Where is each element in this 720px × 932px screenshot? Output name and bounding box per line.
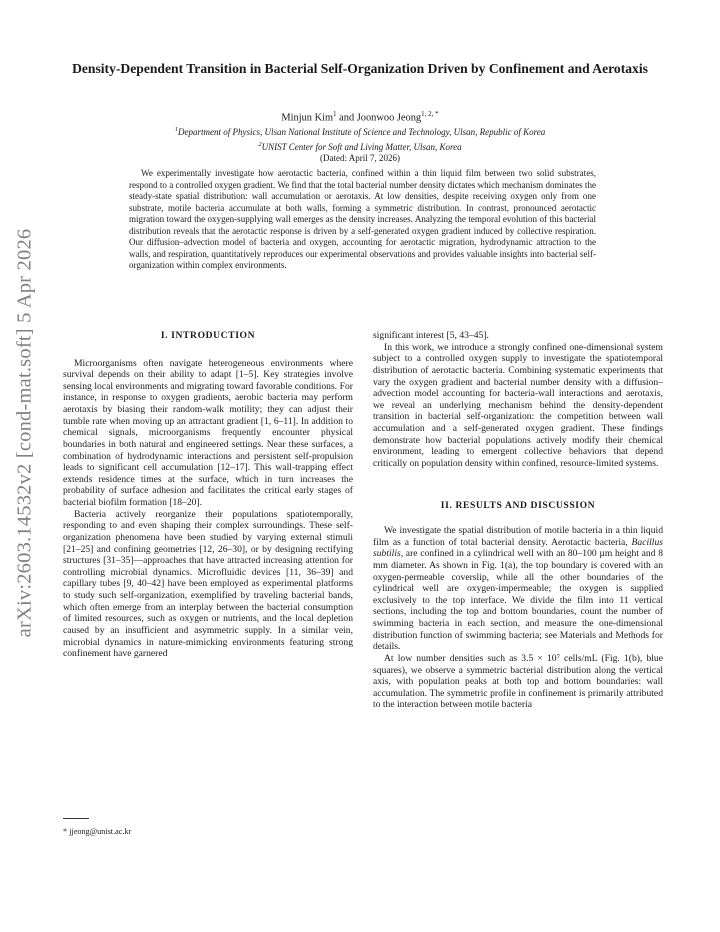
footnote-email: * jjeong@unist.ac.kr xyxy=(63,827,132,836)
affiliations xyxy=(60,124,660,165)
arxiv-identifier[interactable]: arXiv:2603.14532v2 [cond-mat.soft] 5 Apr 2026 xyxy=(13,228,36,638)
author-line xyxy=(60,108,660,124)
author-name: Joonwoo Jeong xyxy=(356,112,422,124)
species-name: Bacillus subtilis xyxy=(373,536,663,560)
author-conjunction: and xyxy=(336,112,357,124)
author-affiliation-mark: 1 xyxy=(333,110,337,118)
author-name: Minjun Kim xyxy=(281,112,334,124)
paragraph: At low number densities such as 3.5 × 10⁷ cells/mL (Fig. 1(b), blue squares), we observe a symmetric bacterial distribution along the vertical axis, with population peaks at both top and bottom boundaries: wall accumulation. The symmetric profile in confinement is primarily attributed to the interaction between motile bacteria xyxy=(373,652,663,711)
affiliation-mark: 2 xyxy=(258,140,262,148)
section-heading-introduction: I. INTRODUCTION xyxy=(160,330,256,341)
affiliation-2 xyxy=(60,139,660,154)
arxiv-sidebar xyxy=(10,0,40,932)
abstract: We experimentally investigate how aerotactic bacteria, confined within a thin liquid film between two solid substrates, respond to a controlled oxygen gradient. We find that the total bacterial number density dictates which mechanism dominates the steady-state spatial distribution: wall accumulation or aerotaxis. At low densities, despite receiving oxygen only from one substrate, motile bacteria accumulate at both walls, forming a symmetric distribution. In contrast, pronounced aerotactic migration toward the oxygen-supplying wall emerges as the density increases. Analyzing the temporal evolution of this bacterial distribution reveals that the aerotactic response is driven by a self-generated oxygen gradient induced by collective respiration. Our diffusion–advection model of bacteria and oxygen, accounting for aerotactic migration, hydrodynamic attraction to the walls, and respiration, quantitatively reproduces our experimental observations and provides valuable insights into bacterial self-organization within complex environments. xyxy=(129,168,596,270)
paragraph-continuation: significant interest [5, 43–45]. xyxy=(373,330,489,341)
affiliation-mark: 1 xyxy=(174,126,178,133)
footnote-rule xyxy=(63,818,89,819)
affiliation-text: UNIST Center for Soft and Living Matter, Ulsan, Korea xyxy=(261,141,462,152)
paragraph: In this work, we introduce a strongly confined one-dimensional system subject to a controlled oxygen supply to investigate the spatiotemporal distribution of aerotactic bacteria. Combining systematic experiments that vary the oxygen gradient and bacterial number density with a diffusion–advection model accounting for bacteria-wall interactions and aerotaxis, we reveal an underlying mechanism behind the density-dependent transition in bacterial self-organization: the competition between wall accumulation and a self-generated oxygen gradient. These findings demonstrate how bacterial populations actively modify their chemical environment, leading to emergent collective behaviors that depend critically on population density within confined, resource-limited systems. xyxy=(373,341,663,469)
paragraph: Microorganisms often navigate heterogeneous environments where survival depends on their ability to adapt [1–5]. Key strategies involve sensing local environments and migrating toward favorable conditions. For instance, in response to oxygen gradients, aerobic bacteria may perform aerotaxis by biasing their random-walk motility; they can adjust their tumble rate when moving up an attractant gradient [1, 6–11]. In addition to chemical signals, microorganisms frequently encounter physical boundaries in both natural and engineered settings. Near these surfaces, a combination of hydrodynamic interactions and persistent self-propulsion leads to significant cell accumulation [12–17]. This wall-trapping effect extends residence times at the surface, which in turn increases the probability of surface adhesion and facilitates the critical early stages of bacterial biofilm formation [18–20]. xyxy=(63,357,353,509)
left-column xyxy=(63,330,353,660)
section-heading-results: II. RESULTS AND DISCUSSION xyxy=(440,499,596,511)
paragraph xyxy=(373,525,663,653)
text-run: We investigate the spatial distribution of motile bacteria in a thin liquid film as a function of total bacterial density. Aerotactic bacteria, xyxy=(373,525,663,548)
paper-title: Density-Dependent Transition in Bacterial Self-Organization Driven by Confinement and Aerotaxis xyxy=(72,61,648,76)
paragraph: Bacteria actively reorganize their populations spatiotemporally, responding to and even shaping their complex surroundings. These self-organization phenomena have been studied by varying external stimuli [21–25] and confining geometries [12, 26–30], or by designing rectifying structures [31–35]—approaches that have attracted increasing attention for controlling microbial dynamics. Microfluidic devices [11, 36–39] and capillary tubes [9, 40–42] have been employed as experimental platforms to study such self-organization, exemplified by traveling bacterial bands, which often emerge from an interplay between the bacterial consumption of limited resources, such as oxygen or nutrients, and the local depletion caused by an insufficient and asymmetric supply. In a similar vein, microbial dynamics in nature-mimicking environments featuring strong confinement have garnered xyxy=(63,508,353,660)
affiliation-text: Department of Physics, Ulsan National Institute of Science and Technology, Ulsan, Republic of Korea xyxy=(177,127,546,137)
date-line: (Dated: April 7, 2026) xyxy=(320,153,400,163)
affiliation-1 xyxy=(60,124,660,139)
text-run: , are confined in a cylindrical well with an 80–100 µm height and 8 mm diameter. As shown in Fig. 1(a), the top boundary is covered with an oxygen-permeable coverslip, while all the other boundaries of the cylindrical well are oxygen-impermeable; the oxygen is supplied exclusively to the top interface. We divide the film into 11 vertical sections, including the top and bottom boundaries, count the number of swimming bacteria in each section, and measure the one-dimensional distribution function of swimming bacteria; see Materials and Methods for details. xyxy=(373,548,663,653)
author-affiliation-mark: 1, 2, * xyxy=(421,110,439,118)
right-column xyxy=(373,330,663,711)
